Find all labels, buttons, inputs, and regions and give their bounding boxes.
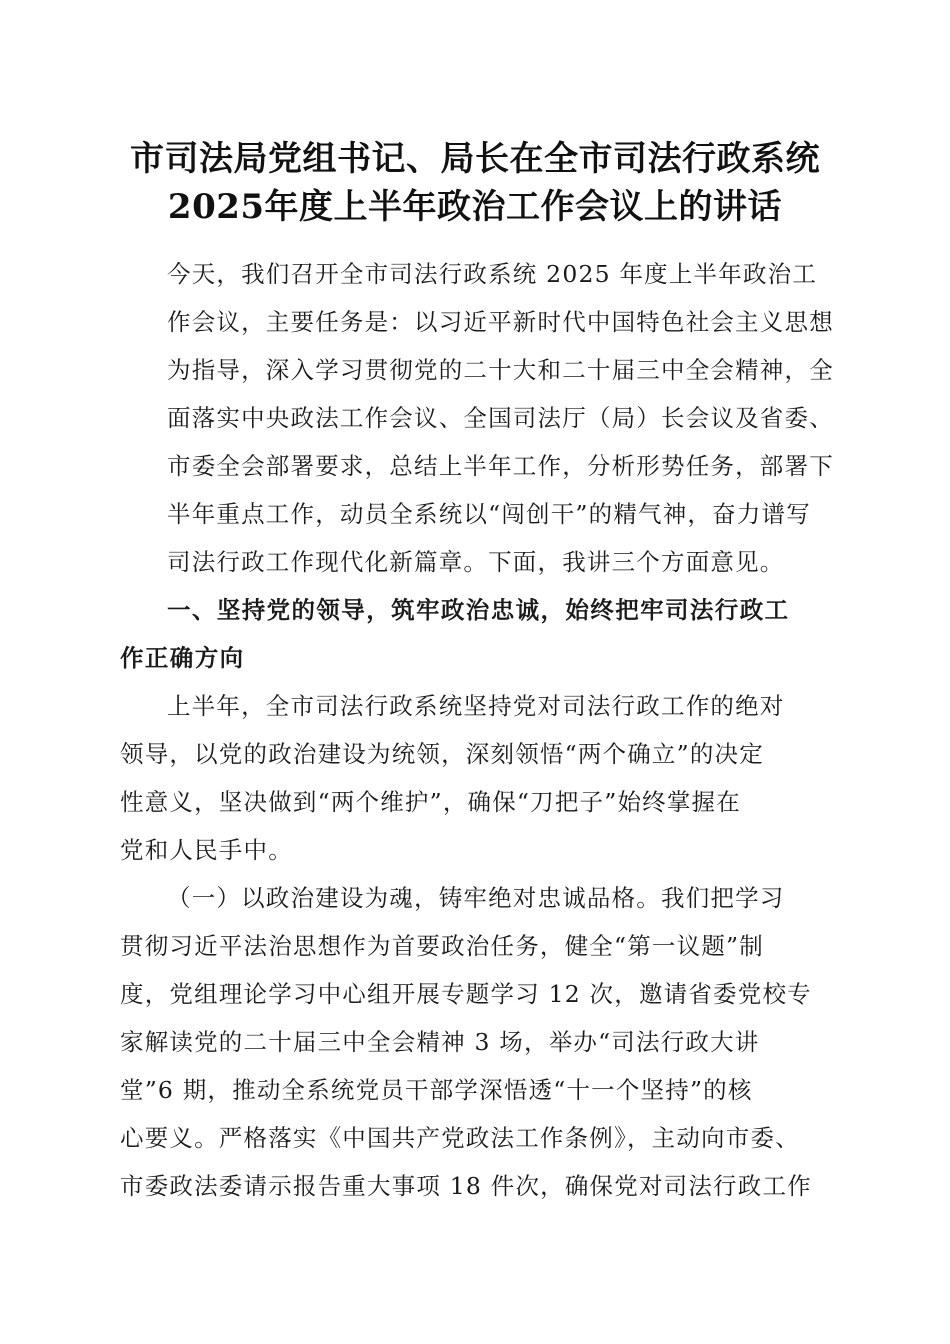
title-line-2: 2025年度上半年政治工作会议上的讲话 bbox=[167, 187, 783, 227]
text-line: （一）以政治建设为魂，铸牢绝对忠诚品格。我们把学习 bbox=[167, 884, 785, 912]
text-line: 心要义。严格落实《中国共产党政法工作条例》，主动向市委、 bbox=[120, 1124, 800, 1152]
section-paragraph bbox=[120, 682, 830, 874]
text-line: 党和人民手中。 bbox=[120, 836, 293, 864]
text-line: 性意义，坚决做到“两个维护”，确保“刀把子”始终掌握在 bbox=[120, 788, 741, 816]
section-heading bbox=[120, 586, 830, 682]
text-line: 面落实中央政法工作会议、全国司法厅（局）长会议及省委、 bbox=[167, 404, 834, 432]
intro-paragraph bbox=[120, 250, 834, 586]
document-title bbox=[100, 135, 850, 231]
text-line: 半年重点工作，动员全系统以“闯创干”的精气神，奋力谱写 bbox=[167, 500, 811, 528]
text-line: 贯彻习近平法治思想作为首要政治任务，健全“第一议题”制 bbox=[120, 932, 764, 960]
text-line: 司法行政工作现代化新篇章。下面，我讲三个方面意见。 bbox=[167, 548, 785, 576]
document-body bbox=[120, 250, 834, 1210]
text-line: 家解读党的二十届三中全会精神 3 场，举办“司法行政大讲 bbox=[120, 1028, 760, 1056]
subsection-paragraph bbox=[120, 874, 830, 1210]
text-line: 今天，我们召开全市司法行政系统 2025 年度上半年政治工 bbox=[167, 260, 818, 288]
text-line: 堂”6 期，推动全系统党员干部学深悟透“十一个坚持”的核 bbox=[120, 1076, 753, 1104]
title-line-1: 市司法局党组书记、局长在全市司法行政系统 bbox=[130, 139, 820, 179]
text-line: 为指导，深入学习贯彻党的二十大和二十届三中全会精神，全 bbox=[167, 356, 834, 384]
text-line: 市委政法委请示报告重大事项 18 件次，确保党对司法行政工作 bbox=[120, 1172, 812, 1200]
text-line: 上半年，全市司法行政系统坚持党对司法行政工作的绝对 bbox=[167, 692, 785, 720]
text-line: 作会议，主要任务是：以习近平新时代中国特色社会主义思想 bbox=[167, 308, 834, 336]
text-line: 市委全会部署要求，总结上半年工作，分析形势任务，部署下 bbox=[167, 452, 834, 480]
heading-line: 作正确方向 bbox=[120, 644, 245, 672]
text-line: 度，党组理论学习中心组开展专题学习 12 次，邀请省委党校专 bbox=[120, 980, 812, 1008]
heading-line: 一、坚持党的领导，筑牢政治忠诚，始终把牢司法行政工 bbox=[167, 596, 790, 624]
text-line: 领导，以党的政治建设为统领，深刻领悟“两个确立”的决定 bbox=[120, 740, 764, 768]
